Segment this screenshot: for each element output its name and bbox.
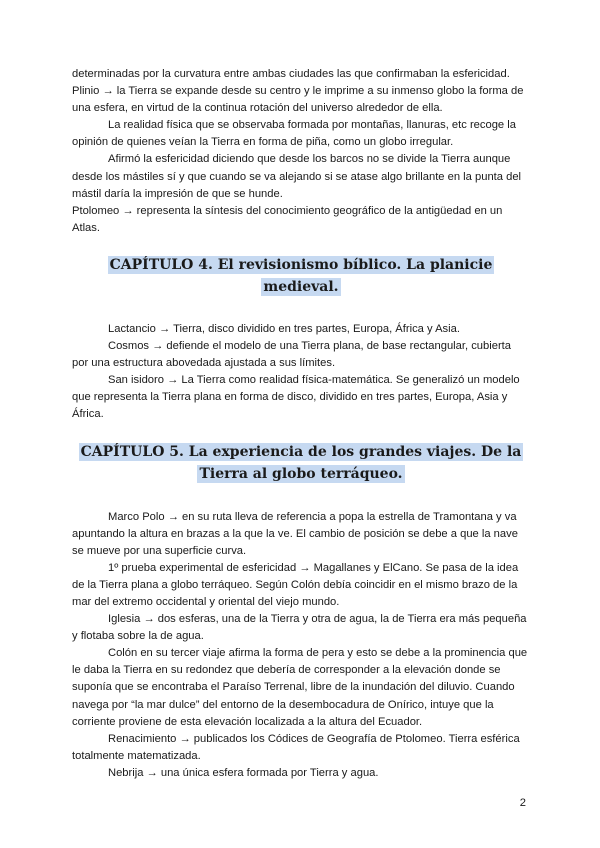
paragraph-curvature: determinadas por la curvatura entre ambas ciudades las que confirmaban la esfericidad. xyxy=(72,68,510,80)
paragraph-cosmos: Cosmos → defiende el modelo de una Tierra plana, de base rectangular, cubierta por una estructura abovedada ajustada a sus límites. xyxy=(72,340,511,370)
paragraph-prueba-esfericidad: 1º prueba experimental de esfericidad → Magallanes y ElCano. Se pasa de la idea de la Tierra plana a globo terráqueo. Según Colón debía coincidir en el mismo brazo de la mar del extremo occidental y oriental del viejo mundo. xyxy=(72,561,519,608)
paragraph-colon: Colón en su tercer viaje afirma la forma de pera y esto se debe a la prominencia que le daba la Tierra en su redondez que debería de corresponder a la elevación donde se suponía que se encontraba el Paraíso Terrenal, libre de la inundación del diluvio. Cuando navega por “la mar dulce” del entorno de la desembocadura de Onírico, intuye que la corriente proviene de esta elevación localizada a la altura del Ecuador. xyxy=(72,647,528,728)
document-page xyxy=(72,66,530,782)
paragraph-esfericidad-barcos: Afirmó la esfericidad diciendo que desde los barcos no se divide la Tierra aunque desde los mástiles sí y que cuando se va alejando si se atase algo brillante en la punta del mástil daría la impresión de que se hunde. xyxy=(72,153,522,200)
paragraph-plinio: Plinio → la Tierra se expande desde su centro y le imprime a su inmenso globo la forma de una esfera, en virtud de la continua rotación del universo alrededor de ella. xyxy=(72,85,524,115)
paragraph-san-isidoro: San isidoro → La Tierra como realidad física-matemática. Se generalizó un modelo que representa la Tierra plana en forma de disco, dividido en tres partes, Europa, Asia y África. xyxy=(72,374,520,421)
chapter-5-heading xyxy=(72,441,530,485)
chapter-5-title: CAPÍTULO 5. La experiencia de los grandes viajes. De la Tierra al globo terráqueo. xyxy=(80,443,522,482)
paragraph-nebrija: Nebrija → una única esfera formada por Tierra y agua. xyxy=(108,766,379,779)
paragraph-ptolomeo: Ptolomeo → representa la síntesis del conocimiento geográfico de la antigüedad en un Atlas. xyxy=(72,204,503,234)
paragraph-renacimiento: Renacimiento → publicados los Códices de Geografía de Ptolomeo. Tierra esférica totalmente matematizada. xyxy=(72,732,520,762)
page-number: 2 xyxy=(519,797,526,809)
paragraph-lactancio: Lactancio → Tierra, disco dividido en tres partes, Europa, África y Asia. xyxy=(108,322,460,335)
chapter-4-heading xyxy=(72,254,530,298)
chapter-4-title: CAPÍTULO 4. El revisionismo bíblico. La planicie medieval. xyxy=(109,256,493,295)
paragraph-iglesia: Iglesia → dos esferas, una de la Tierra y otra de agua, la de Tierra era más pequeña y flotaba sobre la de agua. xyxy=(72,613,527,643)
paragraph-marco-polo: Marco Polo → en su ruta lleva de referencia a popa la estrella de Tramontana y va apuntando la altura en brazas a la que la ve. El cambio de posición se debe a que la nave se mueve por una superficie curva. xyxy=(72,510,518,557)
paragraph-realidad-fisica: La realidad física que se observaba formada por montañas, llanuras, etc recoge la opinión de quienes veían la Tierra en forma de piña, como un globo irregular. xyxy=(72,119,516,149)
